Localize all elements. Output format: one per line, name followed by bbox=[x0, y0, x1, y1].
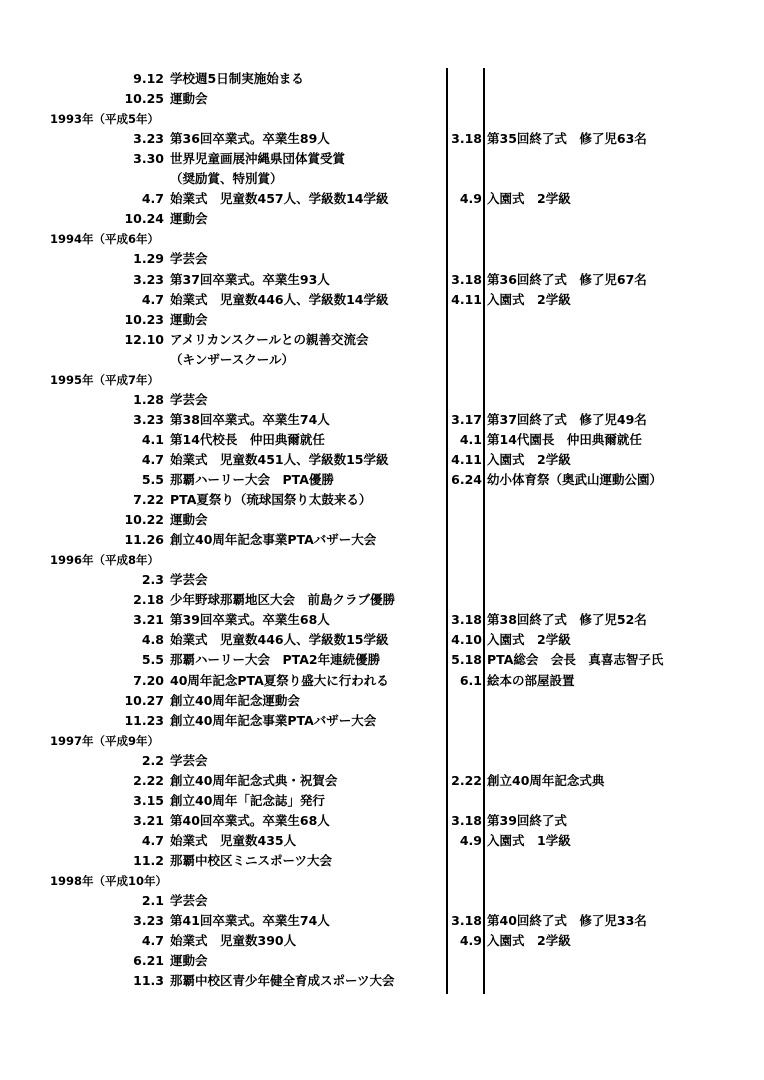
school-event-text: 学芸会 bbox=[170, 572, 208, 588]
school-event-text: 学芸会 bbox=[170, 251, 208, 267]
year-header-row bbox=[0, 229, 764, 249]
event-row bbox=[0, 851, 764, 871]
school-event-date: 4.7 bbox=[141, 933, 164, 949]
event-row bbox=[0, 169, 764, 189]
school-event-text: PTA夏祭り（琉球国祭り太鼓来る） bbox=[170, 492, 372, 508]
kindergarten-event-text: 第35回終了式 修了児63名 bbox=[487, 131, 647, 147]
year-header-row bbox=[0, 550, 764, 570]
event-row bbox=[0, 951, 764, 971]
kindergarten-event-date: 6.1 bbox=[459, 672, 482, 688]
kindergarten-event-date: 4.10 bbox=[451, 632, 482, 648]
school-event-text: 第38回卒業式。卒業生74人 bbox=[170, 411, 330, 427]
event-row bbox=[0, 270, 764, 290]
event-row bbox=[0, 971, 764, 991]
kindergarten-event-date: 4.11 bbox=[451, 291, 482, 307]
school-event-date: 3.21 bbox=[133, 812, 164, 828]
kindergarten-event-date: 6.24 bbox=[451, 472, 482, 487]
year-header-row bbox=[0, 370, 764, 390]
school-event-text: 創立40周年記念事業PTAバザー大会 bbox=[170, 532, 377, 548]
event-row bbox=[0, 610, 764, 630]
school-event-date: 7.22 bbox=[133, 492, 164, 508]
event-row bbox=[0, 450, 764, 470]
event-row bbox=[0, 510, 764, 530]
school-event-date: 4.1 bbox=[141, 431, 164, 447]
school-event-date: 12.10 bbox=[124, 331, 164, 347]
school-event-text: 那覇中校区青少年健全育成スポーツ大会 bbox=[170, 973, 395, 989]
event-row bbox=[0, 490, 764, 510]
school-event-date: 6.21 bbox=[133, 953, 164, 969]
school-event-date: 2.3 bbox=[141, 572, 164, 588]
event-row bbox=[0, 530, 764, 550]
event-row bbox=[0, 350, 764, 370]
kindergarten-event-text: 入園式 2学級 bbox=[487, 291, 571, 307]
kindergarten-event-date: 3.18 bbox=[451, 913, 482, 929]
event-row bbox=[0, 390, 764, 410]
school-event-text: 始業式 児童数446人、学級数14学級 bbox=[170, 291, 389, 307]
school-event-text: 創立40周年記念式典・祝賀会 bbox=[170, 772, 338, 788]
school-event-text: 創立40周年「記念誌」発行 bbox=[170, 792, 325, 808]
event-row bbox=[0, 931, 764, 951]
school-event-text: 那覇ハーリー大会 PTA優勝 bbox=[170, 472, 334, 487]
school-event-date: 3.23 bbox=[133, 411, 164, 427]
event-row bbox=[0, 149, 764, 169]
kindergarten-event-date: 4.9 bbox=[459, 191, 482, 207]
school-event-date: 5.5 bbox=[141, 472, 164, 487]
school-event-text: 40周年記念PTA夏祭り盛大に行われる bbox=[170, 672, 389, 688]
event-row bbox=[0, 129, 764, 149]
kindergarten-event-text: 入園式 1学級 bbox=[487, 832, 571, 848]
kindergarten-event-text: 第40回終了式 修了児33名 bbox=[487, 913, 647, 929]
school-event-date: 5.5 bbox=[141, 652, 164, 668]
event-row bbox=[0, 791, 764, 811]
kindergarten-event-text: 入園式 2学級 bbox=[487, 933, 571, 949]
event-row bbox=[0, 671, 764, 691]
school-event-text: 学芸会 bbox=[170, 752, 208, 768]
year-header-row bbox=[0, 731, 764, 751]
kindergarten-event-text: 第37回終了式 修了児49名 bbox=[487, 411, 647, 427]
school-event-text: 少年野球那覇地区大会 前島クラブ優勝 bbox=[170, 592, 396, 608]
school-event-date: 7.20 bbox=[133, 672, 164, 688]
kindergarten-event-date: 4.11 bbox=[451, 451, 482, 467]
year-heading: 1994年（平成6年） bbox=[50, 232, 160, 247]
school-event-text: （キンザースクール） bbox=[170, 351, 295, 367]
event-row bbox=[0, 310, 764, 330]
school-event-text: 第36回卒業式。卒業生89人 bbox=[170, 131, 330, 147]
school-event-date: 2.1 bbox=[141, 893, 164, 909]
school-event-date: 11.26 bbox=[124, 532, 164, 548]
kindergarten-event-date: 5.18 bbox=[451, 652, 482, 668]
kindergarten-event-text: 幼小体育祭（奥武山運動公園） bbox=[487, 472, 663, 487]
school-event-text: 学芸会 bbox=[170, 893, 208, 909]
event-row bbox=[0, 470, 764, 490]
kindergarten-event-date: 3.18 bbox=[451, 271, 482, 287]
school-event-date: 3.23 bbox=[133, 913, 164, 929]
school-event-text: （奨励賞、特別賞） bbox=[170, 171, 283, 187]
school-event-text: 始業式 児童数435人 bbox=[170, 832, 297, 848]
school-event-date: 10.23 bbox=[124, 311, 164, 327]
school-event-text: 始業式 児童数451人、学級数15学級 bbox=[170, 451, 389, 467]
kindergarten-event-date: 4.1 bbox=[459, 431, 482, 447]
kindergarten-event-text: 入園式 2学級 bbox=[487, 632, 571, 648]
school-event-text: 学芸会 bbox=[170, 391, 208, 407]
school-event-date: 3.30 bbox=[133, 151, 164, 167]
kindergarten-event-text: 入園式 2学級 bbox=[487, 451, 571, 467]
event-row bbox=[0, 691, 764, 711]
event-row bbox=[0, 831, 764, 851]
event-row bbox=[0, 290, 764, 310]
event-row bbox=[0, 711, 764, 731]
kindergarten-event-text: 創立40周年記念式典 bbox=[487, 772, 605, 788]
kindergarten-event-date: 3.18 bbox=[451, 812, 482, 828]
school-event-date: 4.7 bbox=[141, 832, 164, 848]
year-header-row bbox=[0, 871, 764, 891]
school-event-date: 4.8 bbox=[141, 632, 164, 648]
kindergarten-event-date: 3.18 bbox=[451, 612, 482, 628]
kindergarten-event-text: 絵本の部屋設置 bbox=[487, 672, 575, 688]
school-event-text: 運動会 bbox=[170, 91, 208, 107]
event-row bbox=[0, 891, 764, 911]
event-row bbox=[0, 89, 764, 109]
school-event-text: 那覇中校区ミニスポーツ大会 bbox=[170, 852, 333, 868]
school-event-date: 3.23 bbox=[133, 271, 164, 287]
year-heading: 1996年（平成8年） bbox=[50, 553, 160, 568]
school-event-text: 世界児童画展沖縄県団体賞受賞 bbox=[170, 151, 346, 167]
event-row bbox=[0, 249, 764, 269]
school-event-date: 1.29 bbox=[133, 251, 164, 267]
event-row bbox=[0, 751, 764, 771]
kindergarten-event-date: 4.9 bbox=[459, 933, 482, 949]
school-event-text: アメリカンスクールとの親善交流会 bbox=[170, 331, 369, 347]
event-row bbox=[0, 570, 764, 590]
school-event-text: 創立40周年記念事業PTAバザー大会 bbox=[170, 712, 377, 728]
school-event-text: 始業式 児童数446人、学級数15学級 bbox=[170, 632, 389, 648]
school-event-date: 3.15 bbox=[133, 792, 164, 808]
school-event-text: 始業式 児童数457人、学級数14学級 bbox=[170, 191, 389, 207]
event-row bbox=[0, 911, 764, 931]
school-event-text: 第39回卒業式。卒業生68人 bbox=[170, 612, 330, 628]
kindergarten-event-text: 第14代園長 仲田典爾就任 bbox=[487, 431, 642, 447]
event-row bbox=[0, 590, 764, 610]
school-event-date: 3.23 bbox=[133, 131, 164, 147]
school-event-date: 2.2 bbox=[141, 752, 164, 768]
event-row bbox=[0, 410, 764, 430]
event-row bbox=[0, 650, 764, 670]
school-event-text: 第14代校長 仲田典爾就任 bbox=[170, 431, 325, 447]
kindergarten-event-text: 第39回終了式 bbox=[487, 812, 567, 828]
event-row bbox=[0, 69, 764, 89]
kindergarten-event-date: 3.17 bbox=[451, 411, 482, 427]
kindergarten-event-date: 4.9 bbox=[459, 832, 482, 848]
kindergarten-event-text: 第36回終了式 修了児67名 bbox=[487, 271, 647, 287]
school-event-text: 運動会 bbox=[170, 512, 208, 528]
school-event-date: 11.3 bbox=[133, 973, 164, 989]
school-event-date: 10.27 bbox=[124, 692, 164, 708]
school-event-date: 2.18 bbox=[133, 592, 164, 608]
school-event-text: 運動会 bbox=[170, 953, 208, 969]
school-event-date: 4.7 bbox=[141, 191, 164, 207]
school-event-date: 1.28 bbox=[133, 391, 164, 407]
kindergarten-event-text: 第38回終了式 修了児52名 bbox=[487, 612, 647, 628]
school-event-date: 10.24 bbox=[124, 211, 164, 227]
school-event-date: 4.7 bbox=[141, 451, 164, 467]
school-event-text: 第40回卒業式。卒業生68人 bbox=[170, 812, 330, 828]
school-event-text: 学校週5日制実施始まる bbox=[170, 71, 304, 86]
school-event-date: 4.7 bbox=[141, 291, 164, 307]
event-row bbox=[0, 771, 764, 791]
year-header-row bbox=[0, 109, 764, 129]
event-row bbox=[0, 630, 764, 650]
school-event-text: 運動会 bbox=[170, 211, 208, 227]
school-event-date: 2.22 bbox=[133, 772, 164, 788]
kindergarten-event-text: PTA総会 会長 真喜志智子氏 bbox=[487, 652, 664, 668]
school-event-text: 運動会 bbox=[170, 311, 208, 327]
event-row bbox=[0, 330, 764, 350]
school-event-date: 11.2 bbox=[133, 852, 164, 868]
event-row bbox=[0, 430, 764, 450]
school-event-date: 3.21 bbox=[133, 612, 164, 628]
school-event-text: 創立40周年記念運動会 bbox=[170, 692, 300, 708]
kindergarten-event-text: 入園式 2学級 bbox=[487, 191, 571, 207]
year-heading: 1995年（平成7年） bbox=[50, 372, 160, 387]
year-heading: 1998年（平成10年） bbox=[50, 874, 168, 888]
event-row bbox=[0, 209, 764, 229]
year-heading: 1993年（平成5年） bbox=[50, 112, 160, 127]
school-event-text: 始業式 児童数390人 bbox=[170, 933, 297, 949]
school-event-date: 10.25 bbox=[124, 91, 164, 107]
kindergarten-event-date: 3.18 bbox=[451, 131, 482, 147]
school-event-text: 那覇ハーリー大会 PTA2年連続優勝 bbox=[170, 652, 381, 668]
event-row bbox=[0, 189, 764, 209]
school-event-date: 11.23 bbox=[124, 712, 164, 728]
school-event-date: 10.22 bbox=[124, 512, 164, 528]
kindergarten-event-date: 2.22 bbox=[451, 772, 482, 788]
school-event-date: 9.12 bbox=[133, 71, 164, 86]
event-row bbox=[0, 811, 764, 831]
school-event-text: 第41回卒業式。卒業生74人 bbox=[170, 913, 330, 929]
year-heading: 1997年（平成9年） bbox=[50, 733, 160, 748]
school-event-text: 第37回卒業式。卒業生93人 bbox=[170, 271, 330, 287]
